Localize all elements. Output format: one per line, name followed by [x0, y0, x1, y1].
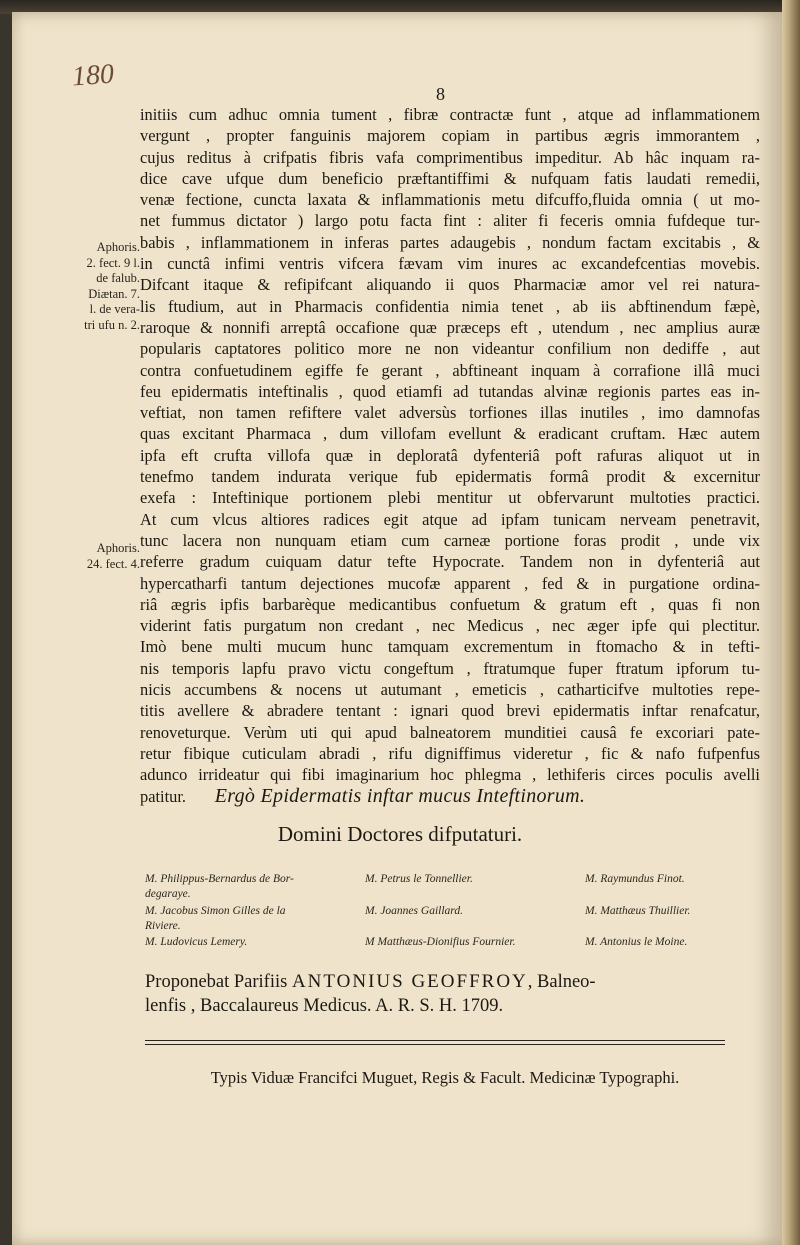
printer-imprint: Typis Viduæ Francifci Muguet, Regis & Facult. Medicinæ Typographi.: [210, 1068, 680, 1087]
margin-note-line: Aphoris.: [96, 240, 140, 254]
margin-note-line: 2. fect. 9 l.: [86, 255, 140, 270]
doctor-name-line: M. Jacobus Simon Gilles de la: [145, 905, 286, 917]
doctor-name: [145, 904, 286, 934]
doctor-name: [365, 904, 463, 919]
body-line: in cunctâ infimi ventris vifcera fævam vim inures ac excandefcentias movebis.: [140, 254, 760, 274]
proponebat-suffix: , Balneo-: [527, 972, 596, 992]
body-line: nis temporis lapfu pravo victu congeftum , ftratumque fuper ftratum ipforum tu-: [140, 658, 760, 678]
margin-note-line: de falub.: [96, 271, 140, 285]
body-line: tunc lacera non nunquam etiam cum carneæ portione foras prodit , unde vix: [140, 530, 760, 550]
doctor-name: [585, 904, 690, 919]
margin-note-line: 24. fect. 4.: [86, 556, 140, 571]
margin-note-aphorism-2: [60, 541, 140, 572]
body-line: viderint fatis purgatum non credant , nec Medicus , nec æger ipfe qui plectitur.: [140, 616, 760, 636]
body-line: hypercatharfi tantum dejectiones mucofæ apparent , fed & in purgatione ordina-: [140, 573, 760, 593]
proponebat-line: [145, 970, 765, 1018]
doctores-heading: Domini Doctores difputaturi.: [277, 822, 523, 846]
proponebat-line-2: lenfis , Baccalaureus Medicus. A. R. S. H. 1709.: [145, 996, 504, 1016]
doctor-name-line: M. Matthæus Thuillier.: [585, 905, 691, 917]
body-line: quas excitant Pharmaca , dum villofam evellunt & eradicant cruftam. Hæc autem: [140, 424, 760, 444]
body-line: contra confuetudinem egiffe fe gerant , abftineant inquam à corrafione illâ muci: [140, 360, 760, 380]
body-line: feu epidermatis inteftinalis , quod etiamfi ad tutandas alvinæ regionis partes eas in-: [140, 381, 760, 401]
rule-bottom: [145, 1044, 725, 1045]
margin-note-aphorism-1: [60, 240, 140, 333]
doctor-name: [145, 872, 294, 902]
margin-note-line: Diætan. 7.: [88, 286, 140, 301]
page-number: 8: [436, 84, 445, 104]
thesis-conclusion: Ergò Epidermatis inftar mucus Inteftinorum.: [214, 785, 586, 807]
doctor-name-line: Riviere.: [145, 920, 181, 932]
margin-note-line: tri ufu n. 2.: [84, 317, 140, 332]
body-line: cujus reditus à crifpatis fibris vafa comprimentibus impeditur. Ab hâc inquam ra-: [140, 147, 760, 167]
body-line: tenefmo tandem indurata verique fub epidermatis formâ prodit & excernitur: [140, 467, 760, 487]
body-line: raroque & nonnifi arreptâ occafione quæ præceps eft , utendum , nec amplius auræ: [140, 317, 760, 337]
doctor-name: [365, 872, 473, 887]
body-line: popularis captatores politico more ne non videantur confilium non dediffe , aut: [140, 339, 760, 359]
body-line: net fummus dictator ) largo potu facta fint : aliter fi feceris omnia fufdeque tur-: [140, 211, 760, 231]
body-line: renoveturque. Verùm uti qui apud balneatorem munditiei causâ fe excoriari pate-: [140, 722, 760, 742]
body-line: nicis accumbens & nocens ut autumant , emeticis , catharticifve multoties repe-: [140, 680, 760, 700]
doctor-name-line: M. Joannes Gaillard.: [365, 905, 463, 917]
margin-note-line: l. de vera-: [89, 302, 140, 316]
body-line: venæ fectione, cuncta laxata & inflammationis metu difcuffo,fluida omnia ( ut mo-: [140, 190, 760, 210]
body-line: babis , inflammationem in inferas partes adaugebis , nondum factam excitabis , &: [140, 232, 760, 252]
doctor-name-line: M. Raymundus Finot.: [585, 873, 685, 885]
doctor-name: [365, 935, 515, 950]
doctor-name-line: M. Ludovicus Lemery.: [145, 936, 248, 948]
body-line: retur fibique cuticulam abradi , rifu digniffimus videretur , fic & nafo fufpenfus: [140, 743, 760, 763]
body-text: [140, 104, 760, 807]
page-edge: [782, 0, 800, 1245]
body-line: titis avellere & abradere tentant : ignari quod brevi epidermatis inftar renafcatur,: [140, 701, 760, 721]
body-line: exefa : Inteftinique portionem plebi mentitur ut obfervarunt multoties practici.: [140, 488, 760, 508]
doctor-name: [585, 872, 685, 887]
margin-note-line: Aphoris.: [96, 541, 140, 555]
doctor-name-line: M. Antonius le Moine.: [585, 936, 688, 948]
rule-top: [145, 1040, 725, 1041]
body-line: riâ ægris ipfis barbarèque medicantibus confuetum & gratum eft , quas fi non: [140, 594, 760, 614]
body-line: ipfa eft crufta villofa quæ in deploratâ dyfenteriâ poft rafuras aliquot ut in: [140, 445, 760, 465]
body-line: initiis cum adhuc omnia tument , fibræ contractæ funt , atque ad inflammationem: [140, 105, 760, 124]
body-line: referre gradum cuiquam datur tefte Hypocrate. Tandem non in dyfenteriâ aut: [140, 552, 760, 572]
proponebat-prefix: Proponebat Parifiis: [145, 972, 288, 992]
doctor-name-line: degaraye.: [145, 888, 191, 900]
body-line: patitur.: [140, 786, 186, 806]
doctor-name-line: M Matthæus-Dionifius Fournier.: [365, 936, 516, 948]
doctor-name-line: M. Petrus le Tonnellier.: [365, 873, 473, 885]
body-line: veftiat, non tamen refiftere valet adversùs torfiones illas inutiles , imo damnofas: [140, 403, 760, 423]
doctor-name: [585, 935, 687, 950]
body-line: Difcant itaque & refipifcant aliquando ii quos Pharmaciæ amor vel rei natura-: [140, 275, 760, 295]
body-line: At cum vlcus altiores radices egit atque ad ipfam tunicam nerveam penetravit,: [140, 509, 760, 529]
body-line: Imò bene multi mucum hunc tamquam excrementum in ftomacho & in tefti-: [140, 637, 760, 657]
doctor-name: [145, 935, 247, 950]
body-line: lis ftudium, aut in Pharmacis confidentia nimia tenet , ab iis abftinendum fæpè,: [140, 296, 760, 316]
handwritten-folio-number: 180: [70, 58, 115, 93]
proponent-name: ANTONIUS GEOFFROY: [291, 971, 528, 992]
body-line: adunco irrideatur qui fibi imaginarium hoc phlegma , lethiferis circes poculis avelli: [140, 765, 760, 785]
doctor-name-line: M. Philippus-Bernardus de Bor-: [145, 873, 294, 885]
body-line: dice cave ufque dum beneficio præftantiffimi & nufquam fatis laudati remedii,: [140, 168, 760, 188]
body-line: vergunt , propter fanguinis majorem copiam in partibus ægris immorantem ,: [140, 126, 760, 146]
